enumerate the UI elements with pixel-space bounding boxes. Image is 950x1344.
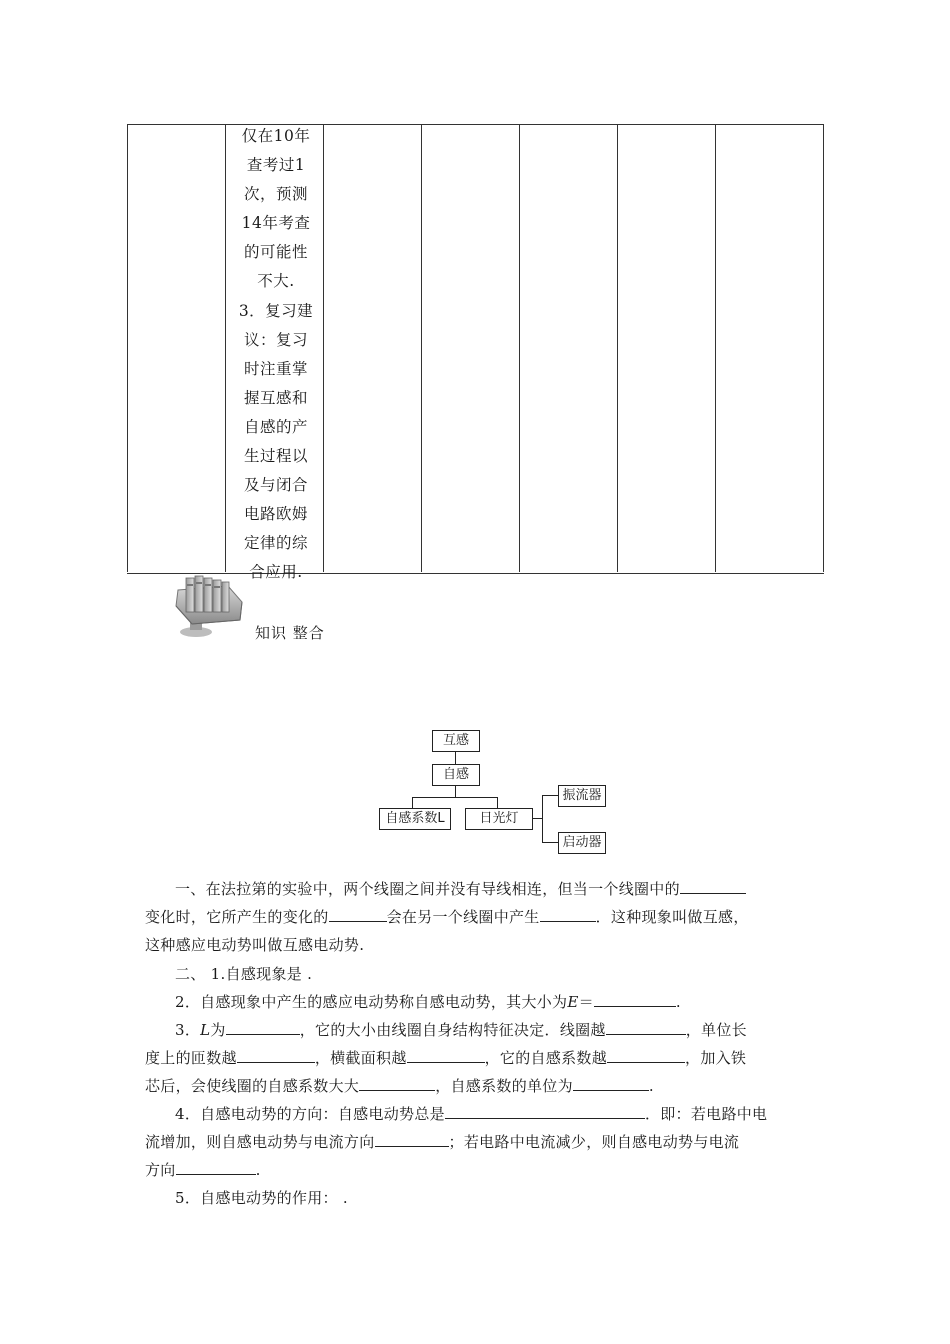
diagram-connector	[455, 752, 456, 764]
text-span: 变化时，它所产生的变化的	[145, 908, 329, 926]
table-cell-line: 不大.	[257, 272, 295, 291]
section-title: 知识 整合	[255, 624, 325, 642]
text-span: 4．自感电动势的方向：自感电动势总是	[175, 1105, 445, 1123]
table-cell-line: 生过程以	[243, 447, 308, 466]
paragraph-5-line-1	[145, 1101, 847, 1128]
table-cell-line: 次，预测	[243, 185, 308, 204]
text-span: ，它的大小由线圈自身结构特征决定．线圈越	[299, 1021, 606, 1039]
text-span: .	[255, 1161, 261, 1179]
diagram-connector	[455, 786, 456, 797]
paragraph-2: 二、 1.自感现象是 .	[175, 965, 313, 983]
diagram-node-ballast: 振流器	[558, 785, 606, 807]
diagram-node-coefficient	[379, 808, 451, 830]
fill-blank	[607, 1045, 685, 1063]
fill-blank	[176, 1157, 256, 1175]
fill-blank	[237, 1045, 315, 1063]
text-span: 流增加，则自感电动势与电流方向	[145, 1133, 375, 1151]
table-divider	[323, 124, 324, 572]
text-span: ；若电路中电流减少，则自感电动势与电流	[448, 1133, 740, 1151]
text-span: ，自感系数的单位为	[435, 1077, 573, 1095]
paragraph-5-line-3	[145, 1157, 817, 1184]
books-computer-icon	[172, 572, 246, 640]
table-divider	[421, 124, 422, 572]
paragraph-5-line-2	[145, 1129, 817, 1156]
paragraph-1-line-1	[145, 876, 847, 903]
fill-blank	[573, 1073, 649, 1091]
paragraph-6: 5．自感电动势的作用： .	[175, 1189, 348, 1207]
diagram-node-self: 自感	[432, 764, 480, 786]
table-cell-line: 仅在10年	[241, 127, 311, 145]
text-span: L	[200, 1021, 211, 1039]
diagram-connector	[542, 842, 558, 843]
table-cell-text	[232, 122, 320, 588]
text-span: 会在另一个线圈中产生	[386, 908, 540, 926]
table-divider	[617, 124, 618, 572]
text-span: 2．自感现象中产生的感应电动势称自感电动势，其大小为	[175, 993, 568, 1011]
fill-blank	[445, 1101, 645, 1119]
text-span: .	[648, 1077, 654, 1095]
table-cell-line: 3．复习建	[238, 301, 314, 320]
text-span: 3．	[175, 1021, 201, 1039]
diagram-coefficient-label: 自感系数L	[385, 811, 445, 826]
table-cell-line: 及与闭合	[243, 476, 308, 495]
table-cell-line: 合应用.	[249, 563, 303, 582]
text-span: ，横截面积越	[314, 1049, 407, 1067]
fill-blank	[407, 1045, 485, 1063]
text-span: ．即：若电路中电	[644, 1105, 768, 1123]
diagram-connector	[412, 797, 498, 798]
table-cell-line: 议：复习	[243, 330, 308, 349]
fill-blank	[680, 876, 746, 894]
table-cell-line: 自感的产	[243, 417, 308, 436]
table-divider	[519, 124, 520, 572]
paragraph-4-line-3	[145, 1073, 817, 1100]
table-cell-line: 查考过1	[246, 156, 306, 175]
paragraph-1-line-3: 这种感应电动势叫做互感电动势.	[145, 936, 365, 954]
fill-blank	[375, 1129, 449, 1147]
paragraph-1-line-2	[145, 904, 817, 931]
diagram-connector	[542, 795, 558, 796]
table-cell-line: 握互感和	[243, 388, 308, 407]
text-span: ＝	[578, 993, 594, 1011]
table-border-left	[127, 124, 128, 572]
paragraph-3	[145, 989, 847, 1016]
text-span: .	[675, 993, 681, 1011]
fill-blank	[540, 904, 596, 922]
text-span: ，它的自感系数越	[484, 1049, 608, 1067]
text-span: 方向	[145, 1161, 176, 1179]
text-span: E	[567, 993, 579, 1011]
fill-blank	[226, 1017, 300, 1035]
diagram-connector	[412, 797, 413, 808]
text-span: ，加入铁	[685, 1049, 747, 1067]
fill-blank	[359, 1073, 435, 1091]
fill-blank	[606, 1017, 686, 1035]
table-cell-line: 14年考查	[241, 214, 311, 233]
fill-blank	[329, 904, 387, 922]
table-cell-line: 时注重掌	[243, 359, 308, 378]
text-span: ，单位长	[685, 1021, 747, 1039]
table-divider	[225, 124, 226, 572]
table-divider	[715, 124, 716, 572]
diagram-connector	[497, 797, 498, 808]
table-cell-line: 的可能性	[243, 243, 308, 262]
diagram-connector	[542, 795, 543, 843]
diagram-node-mutual: 互感	[432, 730, 480, 752]
table-border-right	[823, 124, 824, 572]
fill-blank	[594, 989, 676, 1007]
text-span: 为	[210, 1021, 226, 1039]
diagram-node-lamp: 日光灯	[465, 808, 533, 830]
text-span: 芯后，会使线圈的自感系数大大	[145, 1077, 360, 1095]
text-span: ．这种现象叫做互感，	[595, 908, 749, 926]
table-cell-line: 定律的综	[243, 534, 308, 553]
text-span: 度上的匝数越	[145, 1049, 237, 1067]
table-cell-line: 电路欧姆	[243, 505, 308, 524]
diagram-node-starter: 启动器	[558, 832, 606, 854]
paragraph-4-line-1	[145, 1017, 847, 1044]
text-span: 一、在法拉第的实验中，两个线圈之间并没有导线相连，但当一个线圈中的	[175, 880, 680, 898]
paragraph-4-line-2	[145, 1045, 817, 1072]
